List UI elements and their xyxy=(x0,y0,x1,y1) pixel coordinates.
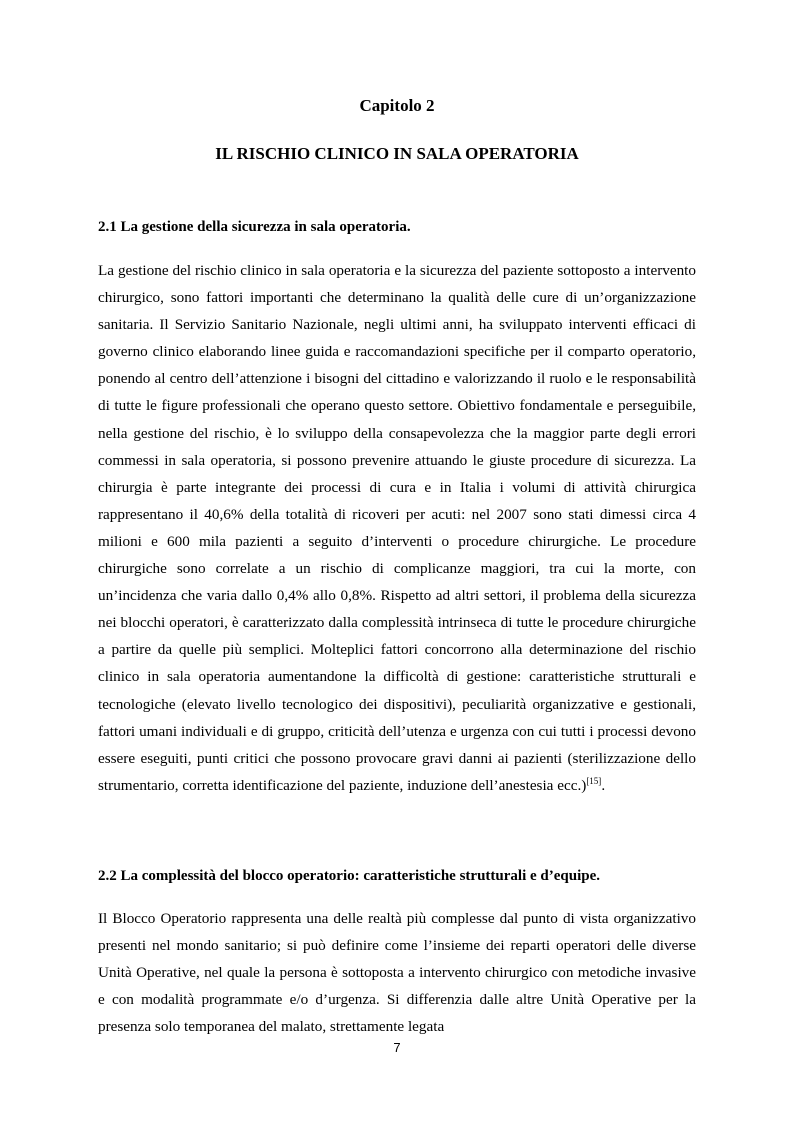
chapter-title: IL RISCHIO CLINICO IN SALA OPERATORIA xyxy=(215,144,579,163)
section-paragraph-2-2 xyxy=(98,905,696,1040)
page-number: 7 xyxy=(393,1040,401,1055)
paragraph-text: Il Blocco Operatorio rappresenta una delle realtà più complesse dal punto di vista organizzativo presenti nel mondo sanitario; si può definire come l’insieme dei reparti operatori delle diverse Unità Operative, nel quale la persona è sottoposta a intervento chirurgico con metodiche invasive e con modalità programmate e/o d’urgenza. Si differenzia dalle altre Unità Operative per la presenza solo temporanea del malato, strettamente legata xyxy=(98,910,696,1036)
section-paragraph-2-1 xyxy=(98,257,696,799)
section-heading-2-1: 2.1 La gestione della sicurezza in sala operatoria. xyxy=(98,219,411,235)
section-heading-2-2: 2.2 La complessità del blocco operatorio: caratteristiche strutturali e d’equipe. xyxy=(98,868,600,884)
paragraph-end: . xyxy=(601,776,606,794)
citation-reference: [15] xyxy=(586,775,602,786)
chapter-number: Capitolo 2 xyxy=(359,96,435,115)
paragraph-text: La gestione del rischio clinico in sala operatoria e la sicurezza del paziente sottoposto a intervento chirurgico, sono fattori importanti che determinano la qualità delle cure di un’organizzazione sanitaria. Il Servizio Sanitario Nazionale, negli ultimi anni, ha sviluppato interventi efficaci di governo clinico elaborando linee guida e raccomandazioni specifiche per il comparto operatorio, ponendo al centro dell’attenzione i bisogni del cittadino e valorizzando il ruolo e le responsabilità di tutte le figure professionali che operano questo settore. Obiettivo fondamentale e perseguibile, nella gestione del rischio, è lo sviluppo della consapevolezza che la maggior parte degli errori commessi in sala operatoria, si possono prevenire attuando le giuste procedure di sicurezza. La chirurgia è parte integrante dei processi di cura e in Italia i volumi di attività chirurgica rappresentano il 40,6% della totalità di ricoveri per acuti: nel 2007 sono stati dimessi circa 4 milioni e 600 mila pazienti a seguito d’interventi o procedure chirurgiche. Le procedure chirurgiche sono correlate a un rischio di complicanze maggiori, tra cui la morte, con un’incidenza che varia dallo 0,4% allo 0,8%. Rispetto ad altri settori, il problema della sicurezza nei blocchi operatori, è caratterizzato dalla complessità intrinseca di tutte le procedure chirurgiche a partire da quelle più semplici. Molteplici fattori concorrono alla determinazione del rischio clinico in sala operatoria aumentandone la difficoltà di gestione: caratteristiche strutturali e tecnologiche (elevato livello tecnologico dei dispositivi), peculiarità organizzative e gestionali, fattori umani individuali e di gruppo, criticità dell’utenza e urgenza con cui tutti i processi devono essere eseguiti, punti critici che possono provocare gravi danni ai pazienti (sterilizzazione dello strumentario, corretta identificazione del paziente, induzione dell’anestesia ecc.) xyxy=(98,262,696,794)
